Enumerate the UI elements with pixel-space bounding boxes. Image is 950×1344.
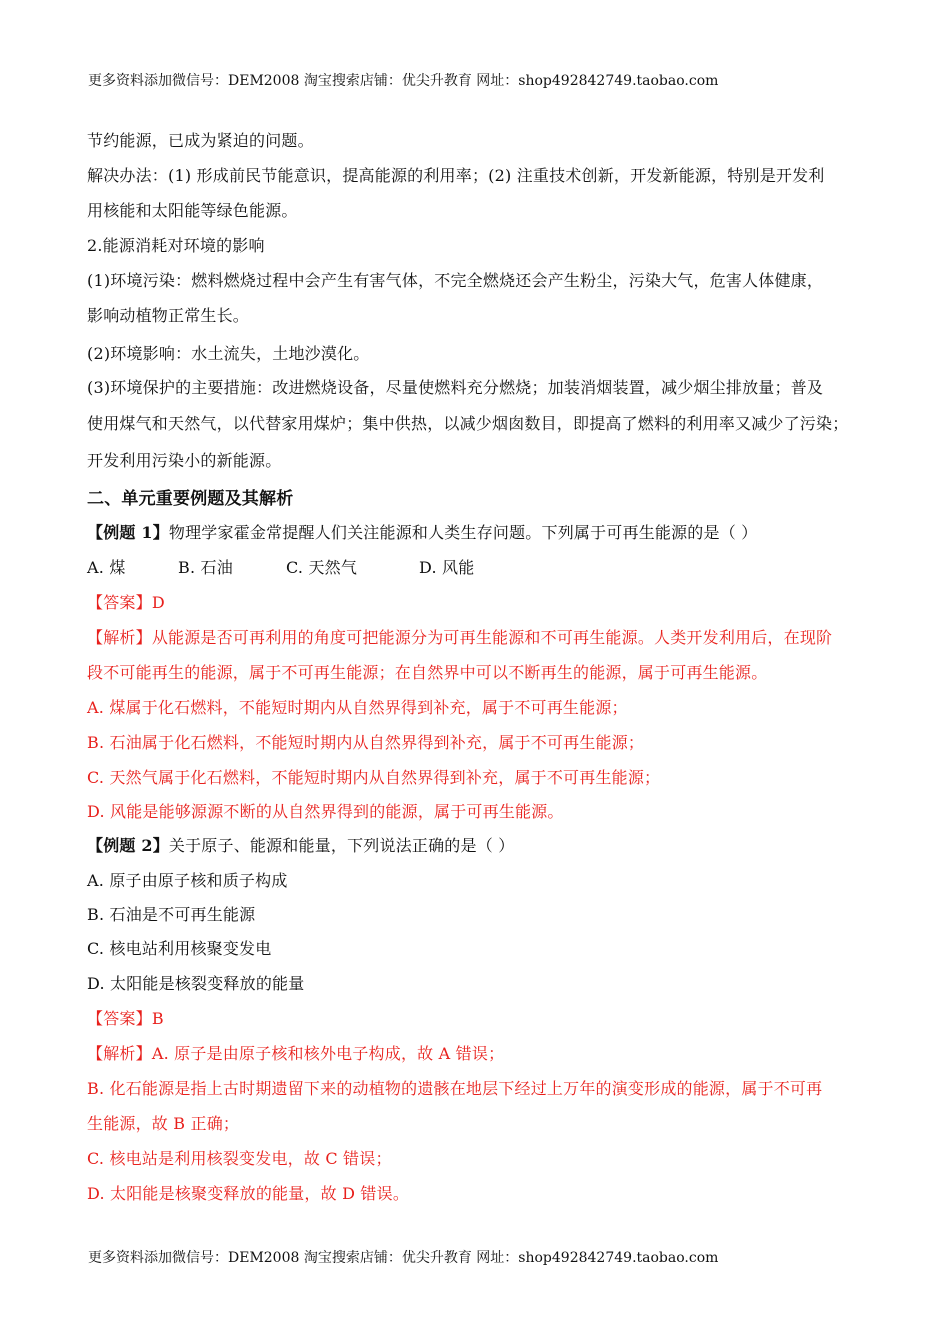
page-header: 更多资料添加微信号：DEM2008 淘宝搜索店铺：优尖升教育 网址：shop492842749.taobao.com: [88, 73, 719, 89]
example-2-question: [87, 833, 514, 856]
intro-line: 使用煤气和天然气，以代替家用煤炉；集中供热，以减少烟囱数目，即提高了燃料的利用率又减少了污染；: [87, 414, 849, 433]
intro-line: 开发利用污染小的新能源。: [87, 451, 282, 470]
option-c: C. 核电站利用核聚变发电: [87, 939, 272, 958]
example-2-analysis-line: B. 化石能源是指上古时期遗留下来的动植物的遗骸在地层下经过上万年的演变形成的能源，属于不可再: [87, 1079, 823, 1098]
answer-tag: 【答案】: [87, 1009, 152, 1028]
intro-line: 2.能源消耗对环境的影响: [87, 236, 265, 255]
example-2-analysis-line: 生能源，故 B 正确；: [87, 1114, 240, 1133]
option-c: C. 天然气: [286, 558, 358, 577]
example-2-analysis-line: D. 太阳能是核聚变释放的能量，故 D 错误。: [87, 1184, 410, 1203]
example-tag: 【例题 2】: [87, 836, 169, 855]
answer-value: D: [151, 593, 165, 612]
option-a: A. 原子由原子核和质子构成: [87, 871, 288, 890]
example-2-analysis-line: C. 核电站是利用核裂变发电，故 C 错误；: [87, 1149, 392, 1168]
analysis-text: A. 原子是由原子核和核外电子构成，故 A 错误；: [151, 1044, 505, 1063]
option-d: D. 风能: [419, 558, 475, 577]
intro-line: (2)环境影响：水土流失，土地沙漠化。: [87, 344, 370, 363]
option-b: B. 石油是不可再生能源: [87, 905, 256, 924]
question-text: 物理学家霍金常提醒人们关注能源和人类生存问题。下列属于可再生能源的是（ ）: [168, 523, 758, 542]
example-1-question: [87, 520, 757, 543]
example-2-answer: [87, 1006, 164, 1029]
example-2-analysis-line: [87, 1041, 504, 1064]
intro-line: 用核能和太阳能等绿色能源。: [87, 201, 298, 220]
example-1-answer: [87, 590, 165, 613]
option-d: D. 太阳能是核裂变释放的能量: [87, 974, 305, 993]
page-footer: 更多资料添加微信号：DEM2008 淘宝搜索店铺：优尖升教育 网址：shop492842749.taobao.com: [88, 1250, 719, 1266]
example-1-analysis-line: [87, 625, 832, 648]
section-heading: 二、单元重要例题及其解析: [87, 489, 294, 509]
example-1-analysis-line: D. 风能是能够源源不断的从自然界得到的能源，属于可再生能源。: [87, 802, 564, 821]
intro-line: (3)环境保护的主要措施：改进燃烧设备，尽量使燃料充分燃烧；加装消烟装置，减少烟尘排放量；普及: [87, 378, 824, 397]
analysis-tag: 【解析】: [87, 1044, 152, 1063]
example-1-options: [87, 555, 474, 578]
example-1-analysis-line: C. 天然气属于化石燃料，不能短时期内从自然界得到补充，属于不可再生能源；: [87, 768, 661, 787]
analysis-text: 从能源是否可再利用的角度可把能源分为可再生能源和不可再生能源。人类开发利用后，在现阶: [151, 628, 833, 647]
question-text: 关于原子、能源和能量，下列说法正确的是（ ）: [168, 836, 515, 855]
answer-tag: 【答案】: [87, 593, 152, 612]
intro-line: 解决办法：(1) 形成前民节能意识，提高能源的利用率；(2) 注重技术创新，开发新能源，特别是开发利: [87, 166, 825, 185]
example-1-analysis-line: 段不可能再生的能源，属于不可再生能源；在自然界中可以不断再生的能源，属于可再生能源。: [87, 663, 768, 682]
intro-line: (1)环境污染：燃料燃烧过程中会产生有害气体，不完全燃烧还会产生粉尘，污染大气，危害人体健康，: [87, 271, 824, 290]
intro-line: 影响动植物正常生长。: [87, 306, 250, 325]
answer-value: B: [151, 1009, 164, 1028]
option-a: A. 煤: [87, 558, 126, 577]
example-tag: 【例题 1】: [87, 523, 169, 542]
example-1-analysis-line: B. 石油属于化石燃料，不能短时期内从自然界得到补充，属于不可再生能源；: [87, 733, 645, 752]
analysis-tag: 【解析】: [87, 628, 152, 647]
example-1-analysis-line: A. 煤属于化石燃料，不能短时期内从自然界得到补充，属于不可再生能源；: [87, 698, 628, 717]
option-b: B. 石油: [178, 558, 233, 577]
intro-line: 节约能源，已成为紧迫的问题。: [87, 131, 314, 150]
